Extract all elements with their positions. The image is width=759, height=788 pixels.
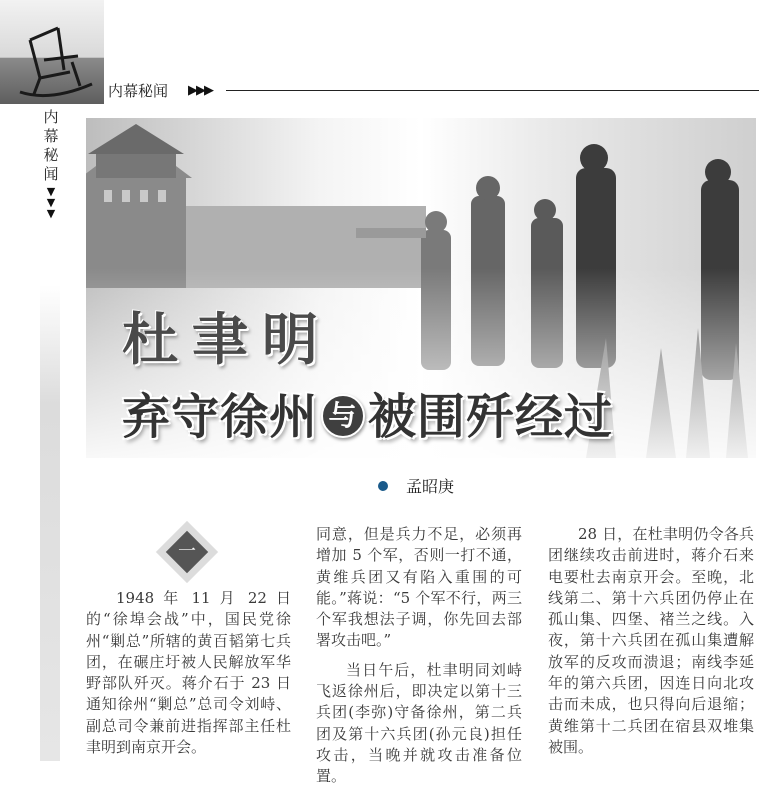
article-title-sub — [122, 378, 613, 447]
side-label: 内幕秘闻 — [43, 108, 59, 183]
text-column-3 — [548, 524, 754, 758]
title-sub-part1: 弃守徐州 — [122, 389, 319, 445]
triple-arrow-right-icon: ▶▶▶ — [188, 83, 212, 98]
article-title-main: 杜聿明 — [122, 308, 332, 373]
text-column-1 — [86, 588, 291, 758]
section-header — [104, 78, 759, 102]
paragraph: 28 日，在杜聿明仍令各兵团继续攻击前进时，蒋介石来电要杜去南京开会。至晚，北线第二、第十六兵团仍停止在孤山集、四堡、褚兰之线。入夜，第十六兵团在孤山集遭解放军的反攻而溃退；南线李延年的第六兵团，因连日向北攻击而未成，也只得向后退缩；黄维第十二兵团在宿县双堆集被围。 — [548, 525, 754, 756]
paragraph: 当日午后，杜聿明同刘峙飞返徐州后，即决定以第十三兵团(李弥)守备徐州，第二兵团及第十六兵团(孙元良)担任攻击，当晚并就攻击准备位置。 — [316, 660, 522, 786]
author-bullet-icon — [378, 481, 388, 491]
triple-arrow-down-icon: ▼ ▼ ▼ — [46, 185, 56, 220]
paragraph: 1948 年 11 月 22 日的“徐埠会战”中，国民党徐州“剿总”所辖的黄百韬第七兵团，在碾庄圩被人民解放军华野部队歼灭。蒋介石于 23 日通知徐州“剿总”总司令刘峙、副总司令兼前进指挥部主任杜聿明到南京开会。 — [86, 589, 291, 757]
author-line — [378, 474, 454, 497]
side-column — [38, 108, 64, 219]
rocking-chair-illustration — [0, 0, 104, 104]
side-stripe — [40, 285, 60, 761]
text-column-2 — [316, 524, 522, 788]
section-label: 内幕秘闻 — [108, 82, 169, 100]
title-conjunction: 与 — [321, 394, 365, 438]
title-sub-part2: 被围歼经过 — [368, 389, 614, 445]
corner-photo — [0, 0, 104, 104]
header-rule — [226, 90, 759, 91]
author-name: 孟昭庚 — [406, 477, 455, 496]
section-number: 一 — [178, 541, 196, 562]
paragraph: 同意，但是兵力不足，必须再增加 5 个军，否则一打不通，黄维兵团又有陷入重围的可能。”蒋说：“5 个军不行，两三个军我想法子调，你先回去部署攻击吧。” — [316, 525, 522, 650]
